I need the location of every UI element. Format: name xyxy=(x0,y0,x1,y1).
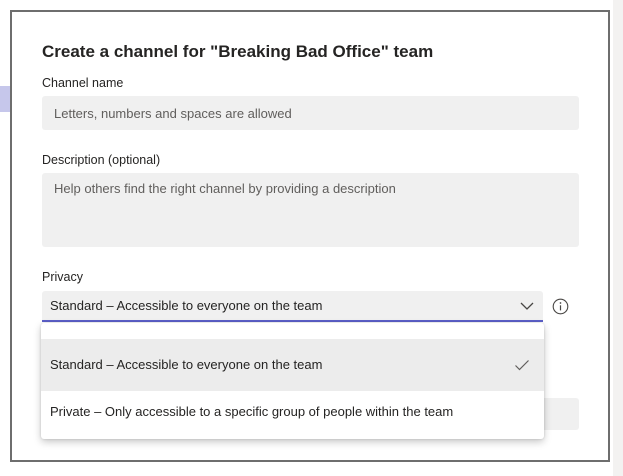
privacy-dropdown[interactable] xyxy=(42,291,543,322)
privacy-option-label: Private – Only accessible to a specific group of people within the team xyxy=(50,404,454,419)
privacy-selected-value: Standard – Accessible to everyone on the team xyxy=(50,298,323,313)
checkmark-icon xyxy=(514,358,530,372)
background-app-edge xyxy=(613,0,623,476)
dialog-title: Create a channel for "Breaking Bad Office" team xyxy=(42,42,434,61)
channel-name-input[interactable] xyxy=(42,96,579,130)
privacy-option-label: Standard – Accessible to everyone on the team xyxy=(50,357,323,372)
create-channel-dialog xyxy=(10,10,610,462)
chevron-down-icon xyxy=(519,298,535,314)
privacy-option-standard[interactable] xyxy=(41,339,544,391)
partially-hidden-field xyxy=(542,398,579,430)
channel-name-label: Channel name xyxy=(42,76,124,90)
privacy-option-private[interactable] xyxy=(41,391,544,433)
info-icon[interactable] xyxy=(552,298,569,315)
background-app-accent xyxy=(0,86,10,112)
description-label: Description (optional) xyxy=(42,153,161,167)
description-input[interactable] xyxy=(42,173,579,247)
privacy-options-list xyxy=(41,323,544,439)
privacy-label: Privacy xyxy=(42,270,83,284)
